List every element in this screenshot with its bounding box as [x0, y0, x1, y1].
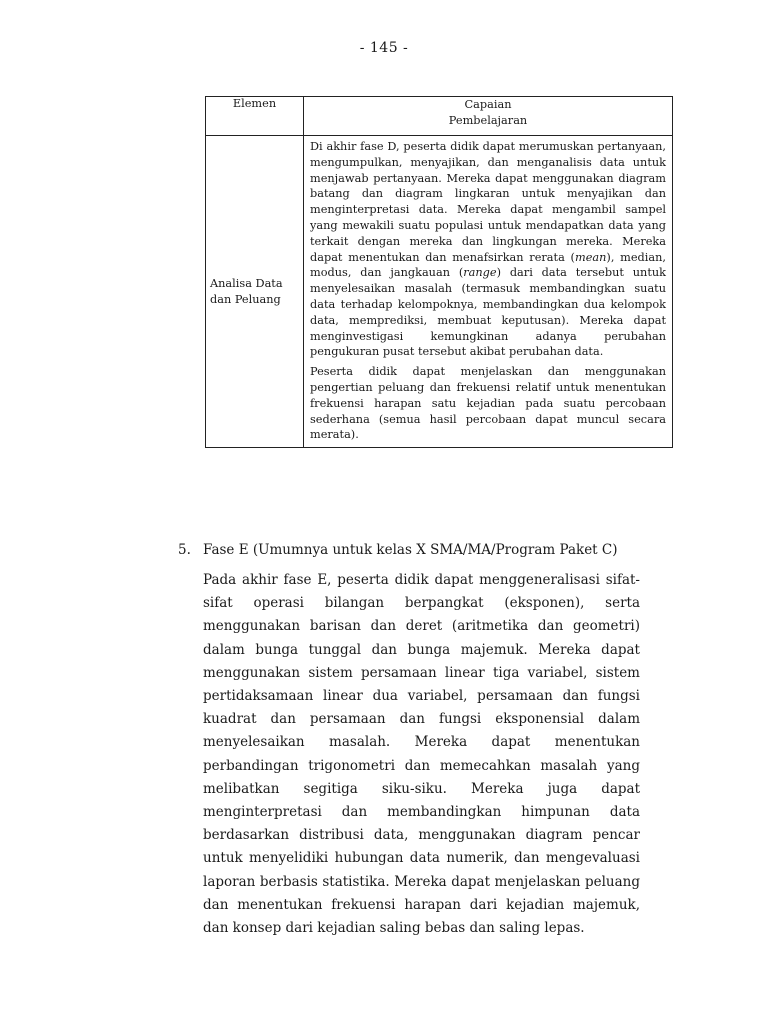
paragraph-1-part-a: Di akhir fase D, peserta didik dapat merumuskan pertanyaan, mengumpulkan, menyajikan, dan menganalisis data untuk menjawab pertanyaan. Mereka dapat menggunakan diagram batang dan diagram lingkaran untuk menyajikan dan menginterpretasi data. Mereka dapat mengambil sampel yang mewakili suatu populasi untuk mendapatkan data yang terkait dengan mereka dan lingkungan mereka. Mereka dapat menentukan dan menafsirkan rerata ( — [310, 140, 666, 264]
fase-e-section — [178, 540, 640, 940]
table-header-row — [206, 97, 673, 136]
paragraph-1-part-b: ), median, modus, dan jangkauan ( — [310, 250, 667, 280]
capaian-table — [205, 96, 673, 448]
term-mean: mean — [574, 250, 607, 264]
header-capaian — [304, 97, 673, 136]
elemen-cell — [206, 136, 304, 448]
capaian-cell — [304, 136, 673, 448]
header-capaian-line1: Capaian — [464, 98, 512, 111]
elemen-line1: Analisa Data — [210, 276, 283, 290]
section-heading — [178, 540, 640, 560]
section-number: 5. — [178, 542, 191, 558]
table-row — [206, 136, 673, 448]
page-number: - 145 - — [359, 40, 409, 56]
capaian-paragraph-1 — [310, 139, 666, 360]
elemen-line2: dan Peluang — [210, 292, 281, 306]
paragraph-1-part-c: ) dari data tersebut untuk menyelesaikan masalah (termasuk membandingkan suatu data terhadap kelompoknya, membandingkan dua kelompok data, memprediksi, membuat keputusan). Mereka dapat menginvestigasi kemungkinan adanya perubahan pengukuran pusat tersebut akibat perubahan data. — [310, 266, 666, 359]
header-capaian-line2: Pembelajaran — [448, 114, 528, 127]
term-range: range — [463, 266, 497, 280]
section-title: Fase E (Umumnya untuk kelas X SMA/MA/Program Paket C) — [203, 542, 618, 558]
header-elemen: Elemen — [206, 97, 304, 136]
section-body: Pada akhir fase E, peserta didik dapat menggeneralisasi sifat-sifat operasi bilangan berpangkat (eksponen), serta menggunakan barisan dan deret (aritmetika dan geometri) dalam bunga tunggal dan bunga majemuk. Mereka dapat menggunakan sistem persamaan linear tiga variabel, sistem pertidaksamaan linear dua variabel, persamaan dan fungsi kuadrat dan persamaan dan fungsi eksponensial dalam menyelesaikan masalah. Mereka dapat menentukan perbandingan trigonometri dan memecahkan masalah yang melibatkan segitiga siku-siku. Mereka juga dapat menginterpretasi dan membandingkan himpunan data berdasarkan distribusi data, menggunakan diagram pencar untuk menyelidiki hubungan data numerik, dan mengevaluasi laporan berbasis statistika. Mereka dapat menjelaskan peluang dan menentukan frekuensi harapan dari kejadian majemuk, dan konsep dari kejadian saling bebas dan saling lepas. — [203, 572, 640, 937]
capaian-paragraph-2: Peserta didik dapat menjelaskan dan menggunakan pengertian peluang dan frekuensi relatif untuk menentukan frekuensi harapan satu kejadian pada suatu percobaan sederhana (semua hasil percobaan dapat muncul secara merata). — [310, 365, 666, 442]
